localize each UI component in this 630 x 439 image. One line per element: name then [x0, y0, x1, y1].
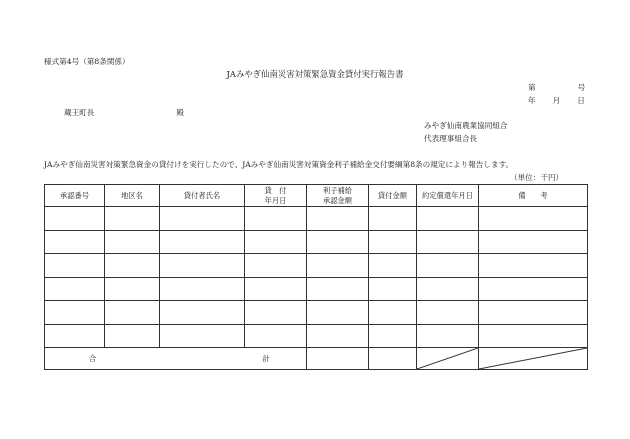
- document-date: [528, 97, 585, 105]
- table-cell[interactable]: [160, 301, 245, 325]
- date-day: 日: [577, 96, 585, 105]
- table-cell[interactable]: [369, 324, 417, 348]
- table-cell[interactable]: [160, 254, 245, 278]
- table-row: [45, 301, 588, 325]
- date-year: 年: [528, 96, 536, 105]
- table-cell[interactable]: [245, 230, 307, 254]
- document-number: [528, 84, 585, 92]
- table-cell[interactable]: [105, 207, 160, 231]
- table-cell[interactable]: [417, 207, 479, 231]
- column-header-text: 年月日: [264, 195, 287, 205]
- date-month: 月: [552, 96, 561, 105]
- table-cell[interactable]: [417, 230, 479, 254]
- column-header: [417, 185, 479, 207]
- table-row: [45, 324, 588, 348]
- total-loan-cell[interactable]: [369, 348, 417, 370]
- table-cell[interactable]: [245, 301, 307, 325]
- column-header-text: 貸付者氏名: [183, 190, 221, 200]
- table-cell[interactable]: [245, 324, 307, 348]
- column-header: [160, 185, 245, 207]
- table-cell[interactable]: [245, 207, 307, 231]
- table-cell[interactable]: [479, 254, 588, 278]
- table-cell[interactable]: [160, 324, 245, 348]
- unit-label: （単位：千円）: [510, 173, 564, 182]
- table-cell[interactable]: [307, 230, 369, 254]
- table-cell[interactable]: [45, 230, 105, 254]
- column-header: [479, 185, 588, 207]
- body-text: JAみやぎ仙南災害対策緊急資金の貸付けを実行したので、JAみやぎ仙南災害対策資金利子補給金交付要綱第8条の規定により報告します。: [44, 160, 514, 169]
- table-row: [45, 207, 588, 231]
- table-cell[interactable]: [369, 230, 417, 254]
- table-cell[interactable]: [160, 207, 245, 231]
- diagonal-slash: [479, 348, 587, 369]
- column-header: [369, 185, 417, 207]
- table-cell[interactable]: [307, 207, 369, 231]
- column-header-text: 承認番号: [59, 190, 90, 200]
- table-cell[interactable]: [369, 207, 417, 231]
- total-label-cell: [45, 348, 307, 370]
- table-cell[interactable]: [105, 301, 160, 325]
- table-cell[interactable]: [307, 324, 369, 348]
- table-cell[interactable]: [307, 277, 369, 301]
- table-cell[interactable]: [479, 207, 588, 231]
- addressee-name: 蔵王町長: [64, 108, 95, 117]
- table-cell[interactable]: [307, 254, 369, 278]
- total-label-right: 計: [262, 353, 270, 363]
- total-subsidy-cell[interactable]: [307, 348, 369, 370]
- table-cell[interactable]: [417, 277, 479, 301]
- total-label-left: 合: [89, 353, 97, 363]
- sender-organization: みやぎ仙南農業協同組合: [424, 121, 508, 130]
- table-cell[interactable]: [245, 254, 307, 278]
- column-header-text: 約定償還年月日: [421, 190, 474, 200]
- addressee-honorific: 殿: [176, 108, 184, 117]
- total-remarks-cell-slashed: [479, 348, 588, 370]
- table-cell[interactable]: [479, 324, 588, 348]
- report-table: [44, 184, 588, 370]
- table-cell[interactable]: [160, 277, 245, 301]
- column-header: [105, 185, 160, 207]
- table-cell[interactable]: [479, 277, 588, 301]
- column-header: [307, 185, 369, 207]
- table-row: [45, 230, 588, 254]
- number-suffix: 号: [577, 83, 586, 92]
- column-header-text: 貸付金額: [377, 190, 408, 200]
- diagonal-slash: [417, 348, 478, 369]
- total-row: [45, 348, 588, 370]
- total-repayment-cell-slashed: [417, 348, 479, 370]
- table-cell[interactable]: [160, 230, 245, 254]
- table-cell[interactable]: [369, 277, 417, 301]
- table-row: [45, 277, 588, 301]
- table-cell[interactable]: [417, 301, 479, 325]
- table-cell[interactable]: [45, 301, 105, 325]
- table-cell[interactable]: [369, 254, 417, 278]
- form-number: 様式第4号（第8条関係）: [44, 57, 130, 66]
- table-cell[interactable]: [479, 301, 588, 325]
- column-header-text: 利子補給: [322, 185, 353, 195]
- table-cell[interactable]: [105, 254, 160, 278]
- table-cell[interactable]: [307, 301, 369, 325]
- column-header-text: 承認金額: [322, 195, 353, 205]
- document-title: JAみやぎ仙南災害対策緊急資金貸付実行報告書: [226, 69, 404, 79]
- column-header-text: 貸 付: [264, 185, 287, 195]
- table-cell[interactable]: [105, 230, 160, 254]
- table-cell[interactable]: [45, 254, 105, 278]
- column-header: [245, 185, 307, 207]
- table-cell[interactable]: [369, 301, 417, 325]
- column-header-text: 地区名: [121, 190, 143, 200]
- table-row: [45, 254, 588, 278]
- column-header: [45, 185, 105, 207]
- table-cell[interactable]: [417, 324, 479, 348]
- table-header-row: [45, 185, 588, 207]
- table-cell[interactable]: [105, 277, 160, 301]
- table-cell[interactable]: [45, 207, 105, 231]
- table-cell[interactable]: [45, 277, 105, 301]
- table-cell[interactable]: [45, 324, 105, 348]
- table-cell[interactable]: [105, 324, 160, 348]
- column-header-text: 備 考: [518, 190, 548, 200]
- number-prefix: 第: [528, 83, 536, 92]
- table-cell[interactable]: [479, 230, 588, 254]
- addressee: [64, 109, 184, 117]
- table-cell[interactable]: [417, 254, 479, 278]
- table-cell[interactable]: [245, 277, 307, 301]
- sender-representative: 代表理事組合長: [424, 134, 478, 143]
